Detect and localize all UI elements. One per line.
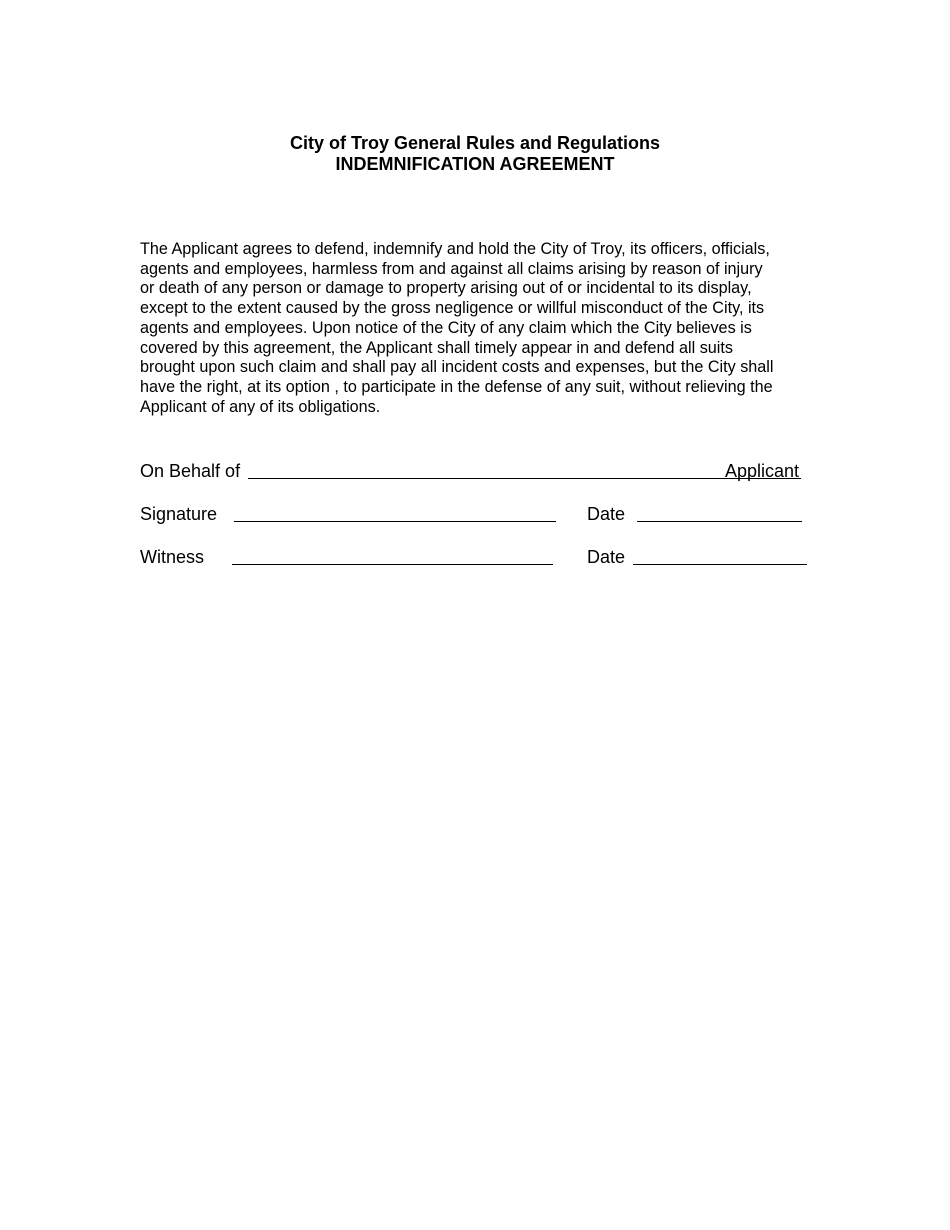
- agreement-line: The Applicant agrees to defend, indemnify and hold the City of Troy, its officers, officials,: [140, 240, 770, 258]
- agreement-line: covered by this agreement, the Applicant shall timely appear in and defend all suits: [140, 338, 733, 357]
- agreement-line: agents and employees, harmless from and against all claims arising by reason of injury: [140, 259, 763, 278]
- agreement-line: Applicant of any of its obligations.: [140, 397, 381, 416]
- witness-field[interactable]: [232, 564, 553, 565]
- witness-date-label: Date: [587, 547, 626, 567]
- on-behalf-field[interactable]: [248, 478, 801, 479]
- agreement-line: or death of any person or damage to property arising out of or incidental to its display,: [140, 279, 752, 298]
- document-heading: [0, 133, 950, 175]
- agreement-line: agents and employees. Upon notice of the City of any claim which the City believes is: [140, 318, 752, 337]
- signature-date-label: Date: [587, 504, 626, 524]
- witness-date-field[interactable]: [633, 564, 807, 565]
- witness-label: Witness: [140, 547, 205, 567]
- document-title: City of Troy General Rules and Regulations: [289, 133, 661, 153]
- signature-field[interactable]: [234, 521, 556, 522]
- signature-label: Signature: [140, 504, 218, 524]
- on-behalf-applicant-label: Applicant: [725, 461, 800, 481]
- document-subtitle: INDEMNIFICATION AGREEMENT: [335, 154, 615, 174]
- agreement-line: except to the extent caused by the gross negligence or willful misconduct of the City, its: [140, 299, 765, 318]
- agreement-paragraph: [140, 240, 815, 417]
- agreement-line: have the right, at its option , to participate in the defense of any suit, without relieving the: [140, 377, 773, 396]
- signature-date-field[interactable]: [637, 521, 802, 522]
- agreement-line: brought upon such claim and shall pay all incident costs and expenses, but the City shall: [140, 358, 774, 377]
- on-behalf-label: On Behalf of: [140, 461, 241, 481]
